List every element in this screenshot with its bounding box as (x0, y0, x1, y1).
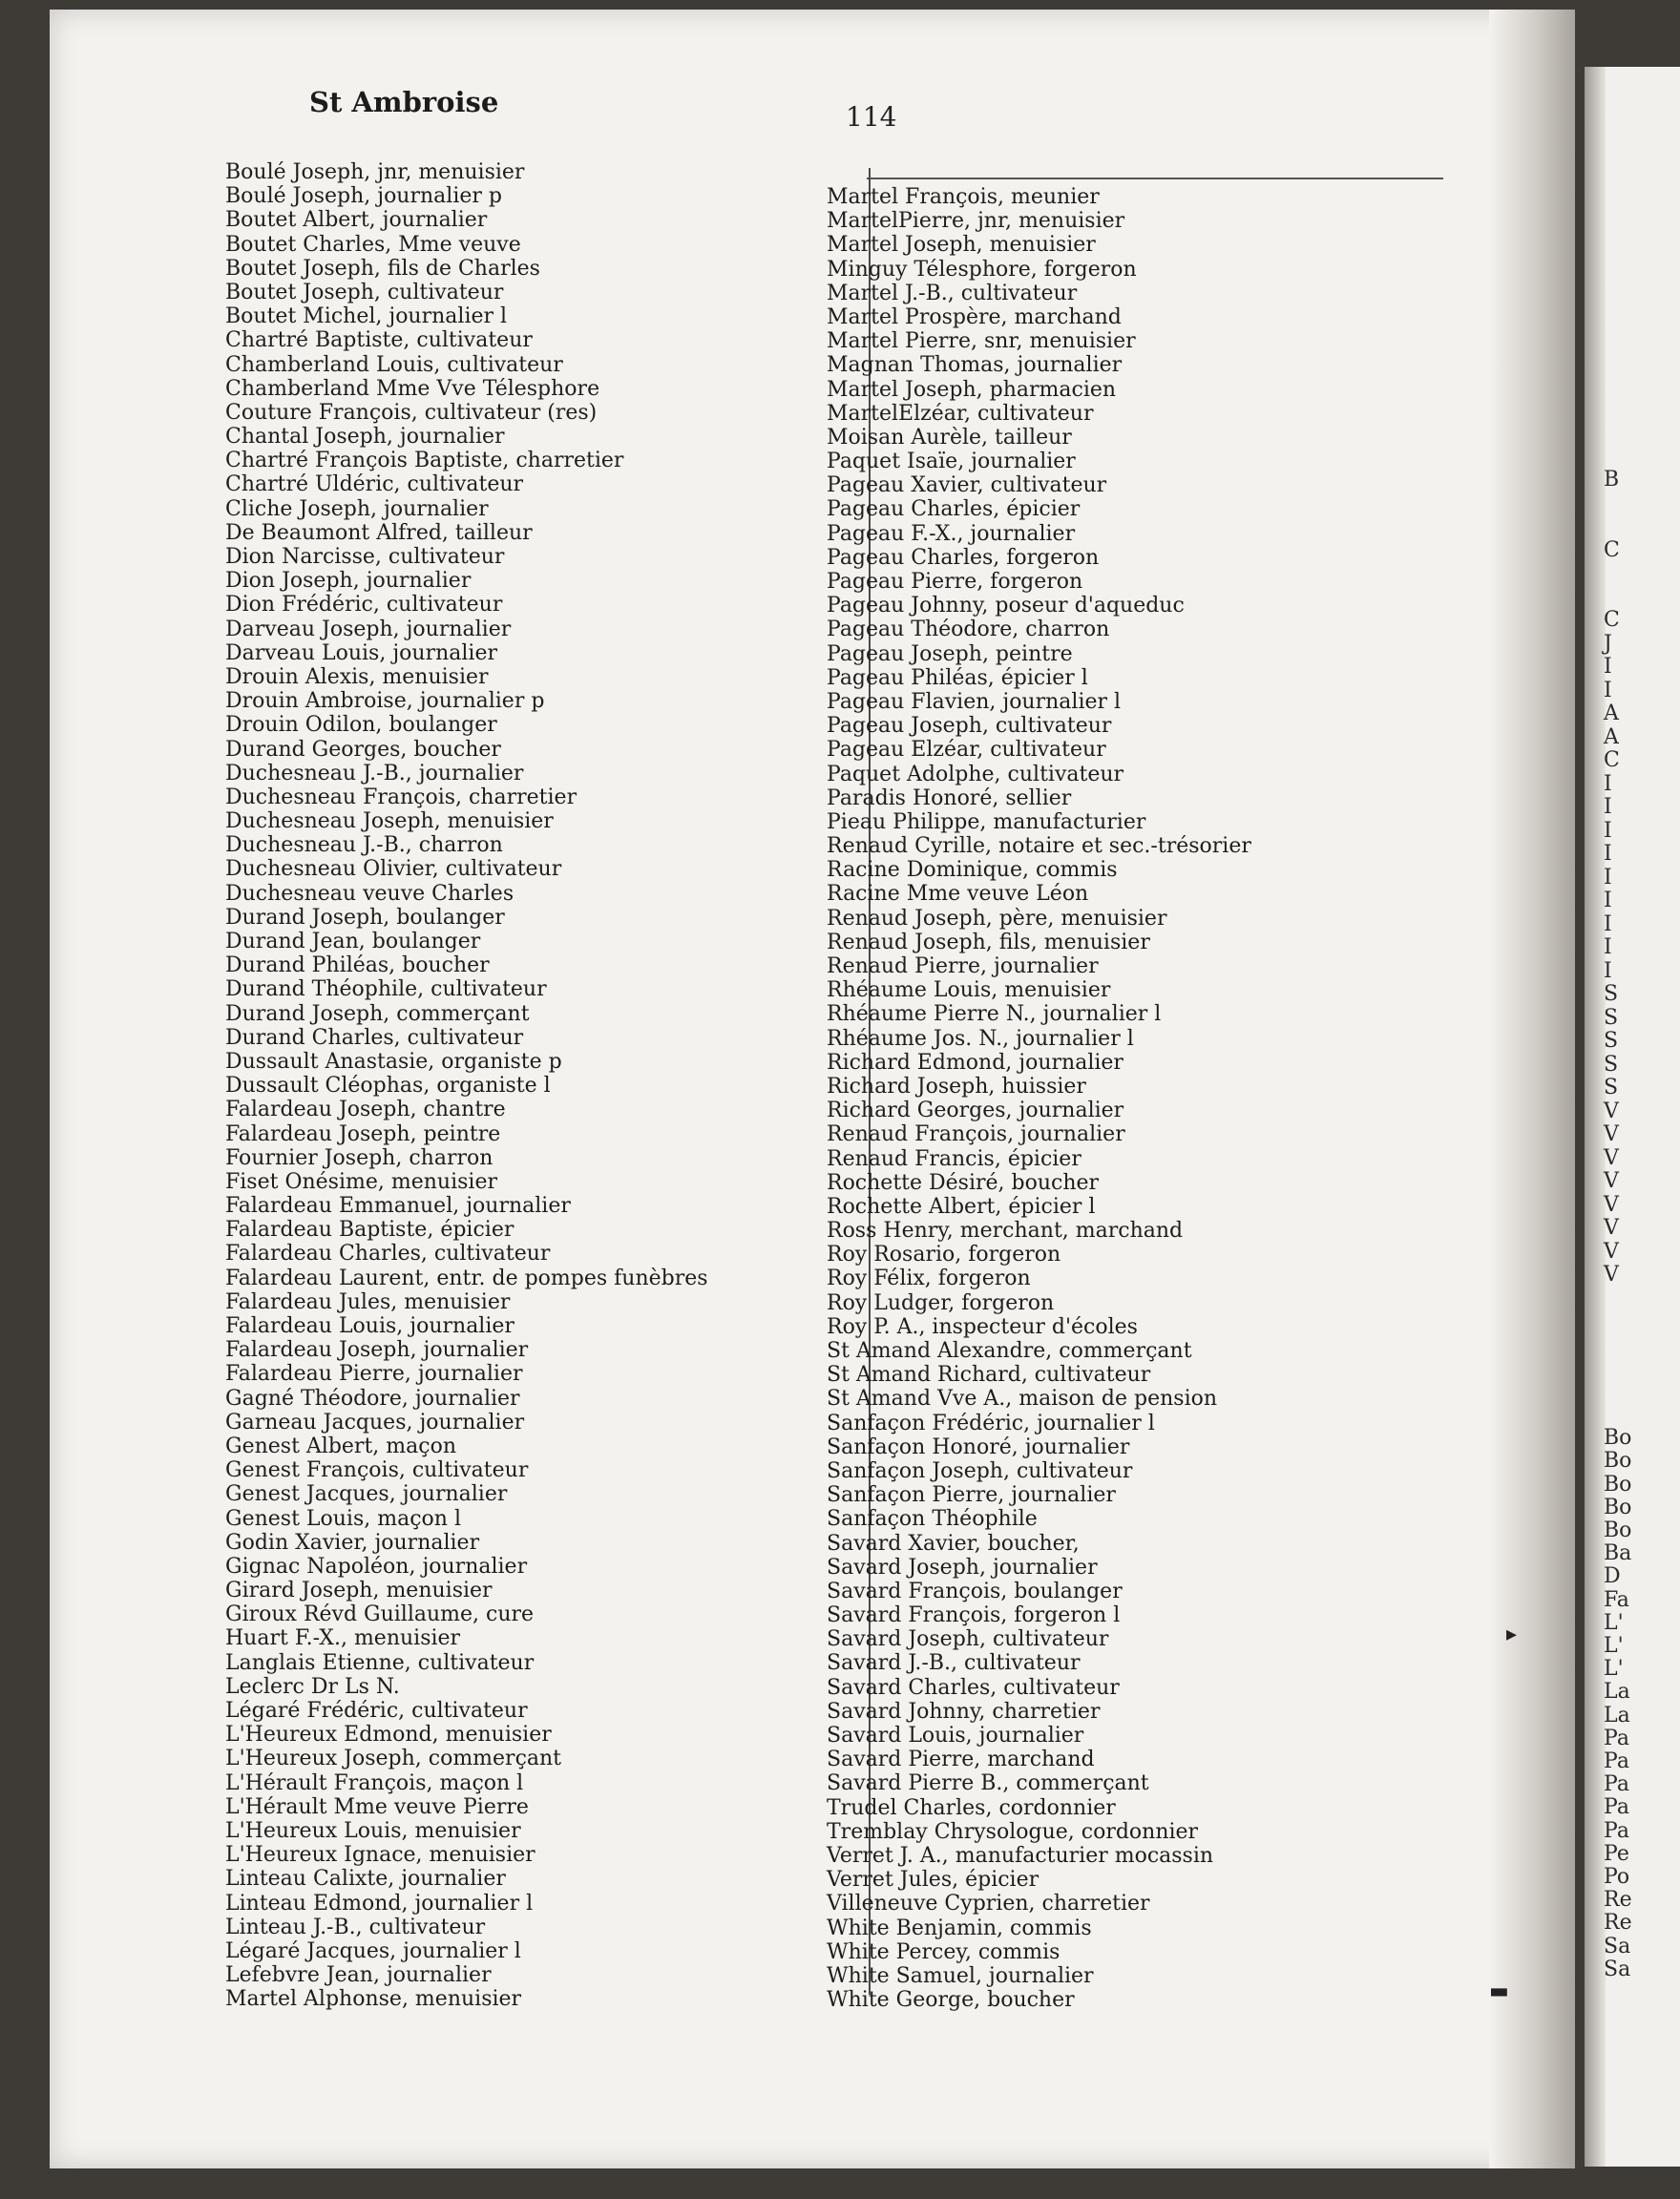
directory-entry: Chartré Baptiste, cultivateur (225, 328, 533, 353)
directory-entry: Falardeau Emmanuel, journalier (225, 1194, 571, 1219)
header-rule (867, 178, 1443, 179)
directory-entry: Boulé Joseph, journalier p (225, 184, 502, 209)
directory-entry: Falardeau Louis, journalier (225, 1314, 514, 1338)
directory-entry: Drouin Alexis, menuisier (225, 664, 489, 689)
directory-entry: Girard Joseph, menuisier (225, 1579, 493, 1603)
directory-entry: Genest Jacques, journalier (225, 1482, 508, 1507)
directory-entry: Pageau Joseph, cultivateur (827, 714, 1112, 739)
directory-entry: Duchesneau J.-B., charron (225, 833, 503, 858)
adjacent-page-fragment: Bo (1604, 1495, 1632, 1519)
directory-entry: L'Heureux Joseph, commerçant (225, 1747, 562, 1771)
directory-entry: Villeneuve Cyprien, charretier (827, 1892, 1150, 1916)
directory-entry: Gignac Napoléon, journalier (225, 1554, 528, 1579)
directory-entry: Boutet Joseph, fils de Charles (225, 256, 540, 281)
adjacent-page-fragment: Bo (1604, 1449, 1632, 1474)
adjacent-page-fragment: I (1604, 795, 1612, 819)
directory-entry: Dion Narcisse, cultivateur (225, 545, 505, 569)
adjacent-page-fragment: A (1604, 724, 1619, 749)
adjacent-page-fragment: I (1604, 818, 1612, 843)
directory-entry: Rhéaume Louis, menuisier (827, 978, 1111, 1003)
directory-entry: Durand Jean, boulanger (225, 930, 481, 953)
directory-entry: Dussault Anastasie, organiste p (225, 1049, 562, 1074)
directory-entry: Lefebvre Jean, journalier (225, 1963, 492, 1988)
directory-right-column (827, 185, 1476, 2012)
directory-entry: Couture François, cultivateur (res) (225, 400, 598, 425)
directory-entry: Durand Joseph, commerçant (225, 1001, 530, 1026)
directory-entry: Falardeau Joseph, journalier (225, 1338, 529, 1363)
directory-entry: Gagné Théodore, journalier (225, 1386, 520, 1411)
directory-entry: Fiset Onésime, menuisier (225, 1169, 497, 1194)
adjacent-page-fragment: Sa (1604, 1957, 1631, 1981)
directory-entry: Boutet Michel, journalier l (225, 304, 508, 329)
directory-entry: Langlais Etienne, cultivateur (225, 1650, 535, 1675)
directory-entry: Durand Charles, cultivateur (225, 1025, 524, 1050)
directory-entry: Sanfaçon Honoré, journalier (827, 1435, 1130, 1459)
directory-entry: Duchesneau Joseph, menuisier (225, 809, 554, 834)
directory-entry: Chamberland Louis, cultivateur (225, 352, 563, 377)
directory-entry: Falardeau Joseph, peintre (225, 1121, 501, 1146)
directory-entry: L'Hérault François, maçon l (225, 1770, 524, 1795)
directory-entry: Sanfaçon Joseph, cultivateur (827, 1458, 1133, 1483)
adjacent-page-fragment: Po (1604, 1865, 1630, 1889)
directory-entry: White George, boucher (827, 1988, 1075, 2013)
adjacent-page-fragment: Pa (1604, 1795, 1629, 1820)
directory-entry: Martel Prospère, marchand (827, 304, 1122, 329)
directory-entry: Duchesneau François, charretier (225, 785, 578, 809)
directory-entry: Linteau Calixte, journalier (225, 1867, 506, 1892)
adjacent-page-fragment: La (1604, 1703, 1630, 1728)
directory-entry: St Amand Vve A., maison de pension (827, 1387, 1218, 1412)
adjacent-page-fragment: Pa (1604, 1726, 1629, 1750)
directory-entry: Minguy Télesphore, forgeron (827, 257, 1137, 282)
directory-entry: Martel Pierre, snr, menuisier (827, 329, 1136, 354)
directory-entry: Racine Dominique, commis (827, 858, 1118, 883)
directory-entry: Darveau Joseph, journalier (225, 617, 512, 641)
directory-entry: Genest François, cultivateur (225, 1458, 529, 1483)
directory-entry: Pageau Xavier, cultivateur (827, 473, 1107, 498)
directory-entry: Dussault Cléophas, organiste l (225, 1074, 551, 1099)
directory-entry: Renaud Francis, épicier (827, 1146, 1082, 1171)
adjacent-page-edge (1585, 67, 1680, 2167)
directory-entry: Renaud François, journalier (827, 1122, 1125, 1147)
adjacent-page-fragment: J (1604, 631, 1612, 656)
directory-entry: Savard Johnny, charretier (827, 1699, 1101, 1724)
directory-entry: Richard Edmond, journalier (827, 1050, 1124, 1075)
directory-entry: Pageau Charles, épicier (827, 497, 1081, 522)
directory-entry: Rochette Désiré, boucher (827, 1170, 1100, 1195)
adjacent-page-fragment: Pe (1604, 1841, 1629, 1866)
directory-entry: Pageau Théodore, charron (827, 618, 1110, 642)
directory-entry: Martel François, meunier (827, 185, 1100, 209)
directory-entry: Falardeau Baptiste, épicier (225, 1218, 514, 1243)
directory-entry: Dion Frédéric, cultivateur (225, 593, 503, 618)
directory-entry: Genest Albert, maçon (225, 1434, 456, 1458)
adjacent-page-fragment: Bo (1604, 1426, 1632, 1451)
adjacent-page-fragment: Bo (1604, 1518, 1632, 1542)
directory-entry: Duchesneau Olivier, cultivateur (225, 857, 562, 882)
directory-entry: Pageau Pierre, forgeron (827, 570, 1083, 594)
directory-entry: Magnan Thomas, journalier (827, 353, 1123, 378)
adjacent-page-fragment: D (1604, 1564, 1621, 1589)
directory-entry: Pieau Philippe, manufacturier (827, 809, 1146, 834)
page-clip-mark: ▸ (1506, 1623, 1518, 1646)
directory-entry: Rhéaume Pierre N., journalier l (827, 1002, 1162, 1027)
directory-entry: White Benjamin, commis (827, 1916, 1092, 1940)
adjacent-page-fragment: Bo (1604, 1472, 1632, 1497)
adjacent-page-fragment: S (1604, 982, 1619, 1006)
adjacent-page-fragment: V (1604, 1169, 1619, 1193)
directory-entry: De Beaumont Alfred, tailleur (225, 520, 533, 545)
adjacent-page-fragment: S (1604, 1005, 1619, 1030)
adjacent-page-fragment: I (1604, 655, 1612, 679)
adjacent-page-fragment: I (1604, 771, 1612, 796)
adjacent-page-fragment: S (1604, 1029, 1619, 1053)
directory-entry: L'Heureux Edmond, menuisier (225, 1723, 552, 1748)
directory-entry: Falardeau Jules, menuisier (225, 1289, 511, 1314)
directory-left-column (225, 160, 855, 2011)
directory-entry: Linteau Edmond, journalier l (225, 1891, 534, 1916)
adjacent-page-fragment: Re (1604, 1888, 1632, 1913)
adjacent-page-fragment: A (1604, 702, 1619, 725)
directory-entry: Giroux Révd Guillaume, cure (225, 1602, 535, 1627)
directory-entry: Savard Louis, journalier (827, 1724, 1084, 1748)
page-clip-mark: ▬ (1489, 1979, 1509, 2003)
adjacent-page-fragment: Pa (1604, 1818, 1629, 1843)
directory-entry: Renaud Joseph, fils, menuisier (827, 930, 1150, 954)
directory-entry: MartelPierre, jnr, menuisier (827, 209, 1125, 234)
directory-entry: Richard Georges, journalier (827, 1099, 1124, 1123)
adjacent-page-fragment: Ba (1604, 1541, 1632, 1566)
directory-entry: Pageau Philéas, épicier l (827, 665, 1088, 690)
directory-entry: Pageau Johnny, poseur d'aqueduc (827, 594, 1185, 618)
directory-entry: Tremblay Chrysologue, cordonnier (827, 1819, 1199, 1844)
directory-entry: Paradis Honoré, sellier (827, 785, 1072, 810)
adjacent-page-fragment: V (1604, 1263, 1619, 1287)
directory-entry: Paquet Adolphe, cultivateur (827, 762, 1124, 786)
directory-entry: Pageau Elzéar, cultivateur (827, 738, 1106, 763)
directory-entry: Roy Rosario, forgeron (827, 1243, 1061, 1267)
adjacent-page-fragment: Fa (1604, 1587, 1629, 1612)
directory-entry: Fournier Joseph, charron (225, 1145, 494, 1170)
directory-entry: Falardeau Laurent, entr. de pompes funèbres (225, 1266, 708, 1290)
directory-entry: Martel Joseph, menuisier (827, 233, 1096, 258)
directory-entry: MartelElzéar, cultivateur (827, 401, 1094, 426)
directory-entry: Légaré Frédéric, cultivateur (225, 1699, 528, 1723)
adjacent-page-fragment: S (1604, 1076, 1619, 1100)
directory-entry: Savard Xavier, boucher, (827, 1531, 1080, 1556)
directory-entry: Racine Mme veuve Léon (827, 882, 1089, 907)
page-fold-shadow (1489, 10, 1575, 2168)
directory-entry: Richard Joseph, huissier (827, 1074, 1086, 1099)
directory-entry: Genest Louis, maçon l (225, 1506, 461, 1531)
directory-entry: Durand Philéas, boucher (225, 953, 490, 978)
directory-entry: Darveau Louis, journalier (225, 640, 497, 665)
directory-entry: Savard Joseph, cultivateur (827, 1627, 1109, 1652)
directory-entry: Sanfaçon Pierre, journalier (827, 1483, 1116, 1508)
directory-entry: Savard François, forgeron l (827, 1603, 1121, 1628)
adjacent-page-fragment: I (1604, 678, 1612, 702)
directory-entry: Trudel Charles, cordonnier (827, 1795, 1116, 1820)
directory-entry: Dion Joseph, journalier (225, 569, 472, 594)
directory-entry: Huart F.-X., menuisier (225, 1626, 461, 1651)
directory-entry: Boutet Albert, journalier (225, 208, 488, 233)
directory-entry: Durand Joseph, boulanger (225, 905, 505, 930)
adjacent-page-fragment: I (1604, 935, 1612, 959)
adjacent-page-fragment: Re (1604, 1911, 1632, 1936)
directory-entry: L'Heureux Louis, menuisier (225, 1818, 521, 1843)
directory-entry: Pageau Flavien, journalier l (827, 689, 1122, 714)
directory-entry: Pageau F.-X., journalier (827, 521, 1076, 546)
adjacent-page-fragment: B (1604, 468, 1620, 492)
directory-entry: Boutet Joseph, cultivateur (225, 280, 504, 304)
adjacent-page-fragment: L' (1604, 1634, 1624, 1658)
directory-entry: Chartré François Baptiste, charretier (225, 449, 624, 473)
page-number: 114 (846, 101, 897, 133)
adjacent-page-fragment: L' (1604, 1657, 1624, 1682)
directory-entry: Chartré Uldéric, cultivateur (225, 472, 524, 497)
directory-entry: Ross Henry, merchant, marchand (827, 1219, 1184, 1244)
directory-entry: Renaud Pierre, journalier (827, 954, 1099, 978)
directory-entry: Moisan Aurèle, tailleur (827, 425, 1072, 450)
adjacent-page-fragment: Sa (1604, 1934, 1631, 1958)
directory-entry: Savard Joseph, journalier (827, 1555, 1098, 1580)
directory-entry: Cliche Joseph, journalier (225, 496, 489, 521)
adjacent-page-fragment: V (1604, 1216, 1619, 1240)
directory-entry: Godin Xavier, journalier (225, 1530, 480, 1555)
directory-entry: Martel Alphonse, menuisier (225, 1987, 522, 2012)
directory-entry: Savard Pierre B., commerçant (827, 1771, 1149, 1796)
directory-entry: Falardeau Pierre, journalier (225, 1362, 523, 1387)
directory-entry: Garneau Jacques, journalier (225, 1410, 525, 1435)
directory-entry: Roy P. A., inspecteur d'écoles (827, 1314, 1138, 1339)
adjacent-page-fragment: La (1604, 1680, 1630, 1705)
directory-entry: Roy Ludger, forgeron (827, 1290, 1055, 1315)
adjacent-page-fragment: V (1604, 1145, 1619, 1170)
directory-entry: Boulé Joseph, jnr, menuisier (225, 160, 525, 184)
adjacent-page-fragment: I (1604, 842, 1612, 866)
directory-entry: Duchesneau veuve Charles (225, 881, 514, 906)
adjacent-page-fragment: C (1604, 537, 1620, 562)
directory-entry: St Amand Alexandre, commerçant (827, 1339, 1192, 1363)
directory-entry: Sanfaçon Théophile (827, 1507, 1038, 1532)
directory-entry: Renaud Cyrille, notaire et sec.-trésorier (827, 834, 1251, 859)
adjacent-page-fragment: V (1604, 1192, 1619, 1217)
directory-entry: Drouin Ambroise, journalier p (225, 689, 545, 714)
adjacent-page-fragment: I (1604, 865, 1612, 890)
directory-entry: Savard J.-B., cultivateur (827, 1651, 1081, 1676)
directory-entry: Savard François, boulanger (827, 1579, 1123, 1603)
directory-entry: Renaud Joseph, père, menuisier (827, 906, 1167, 931)
directory-entry: Falardeau Charles, cultivateur (225, 1242, 551, 1267)
directory-entry: Martel Joseph, pharmacien (827, 377, 1117, 402)
directory-entry: St Amand Richard, cultivateur (827, 1363, 1151, 1388)
adjacent-page-fragment: L' (1604, 1610, 1624, 1635)
directory-entry: White Percey, commis (827, 1939, 1060, 1964)
directory-entry: Rhéaume Jos. N., journalier l (827, 1026, 1134, 1051)
directory-entry: Falardeau Joseph, chantre (225, 1098, 506, 1122)
directory-entry: L'Heureux Ignace, menuisier (225, 1843, 536, 1868)
directory-entry: L'Hérault Mme veuve Pierre (225, 1794, 529, 1819)
directory-entry: Duchesneau J.-B., journalier (225, 761, 524, 785)
directory-entry: Linteau J.-B., cultivateur (225, 1915, 486, 1939)
adjacent-page-fragment: V (1604, 1099, 1619, 1123)
adjacent-page-fragment: C (1604, 608, 1620, 632)
adjacent-page-fragment: Pa (1604, 1749, 1629, 1773)
adjacent-page-fragment: I (1604, 911, 1612, 936)
adjacent-page-fragment: C (1604, 748, 1620, 772)
directory-entry: Durand Théophile, cultivateur (225, 977, 547, 1002)
directory-entry: Martel J.-B., cultivateur (827, 281, 1078, 305)
directory-entry: Paquet Isaïe, journalier (827, 450, 1076, 474)
directory-entry: Sanfaçon Frédéric, journalier l (827, 1411, 1155, 1435)
directory-entry: Chamberland Mme Vve Télesphore (225, 376, 600, 401)
directory-entry: Rochette Albert, épicier l (827, 1194, 1096, 1219)
adjacent-page-fragment: V (1604, 1122, 1619, 1146)
directory-entry: Boutet Charles, Mme veuve (225, 232, 521, 257)
directory-entry: Chantal Joseph, journalier (225, 425, 505, 450)
adjacent-page-fragment: I (1604, 889, 1612, 912)
directory-entry: White Samuel, journalier (827, 1963, 1094, 1988)
directory-entry: Verret Jules, épicier (827, 1868, 1040, 1893)
directory-entry: Roy Félix, forgeron (827, 1267, 1031, 1291)
directory-entry: Verret J. A., manufacturier mocassin (827, 1843, 1214, 1868)
directory-entry: Leclerc Dr Ls N. (225, 1674, 400, 1699)
directory-entry: Savard Pierre, marchand (827, 1748, 1095, 1772)
directory-entry: Savard Charles, cultivateur (827, 1675, 1120, 1700)
directory-entry: Légaré Jacques, journalier l (225, 1938, 521, 1963)
adjacent-page-fragment: Pa (1604, 1772, 1629, 1797)
directory-entry: Durand Georges, boucher (225, 737, 501, 762)
directory-entry: Pageau Joseph, peintre (827, 641, 1073, 666)
section-title: St Ambroise (309, 86, 499, 118)
directory-entry: Pageau Charles, forgeron (827, 545, 1100, 570)
adjacent-page-fragment: V (1604, 1239, 1619, 1264)
directory-entry: Drouin Odilon, boulanger (225, 713, 497, 738)
adjacent-page-fragment: S (1604, 1052, 1619, 1077)
adjacent-page-gutter (1585, 67, 1606, 2167)
adjacent-page-fragment: I (1604, 958, 1612, 983)
